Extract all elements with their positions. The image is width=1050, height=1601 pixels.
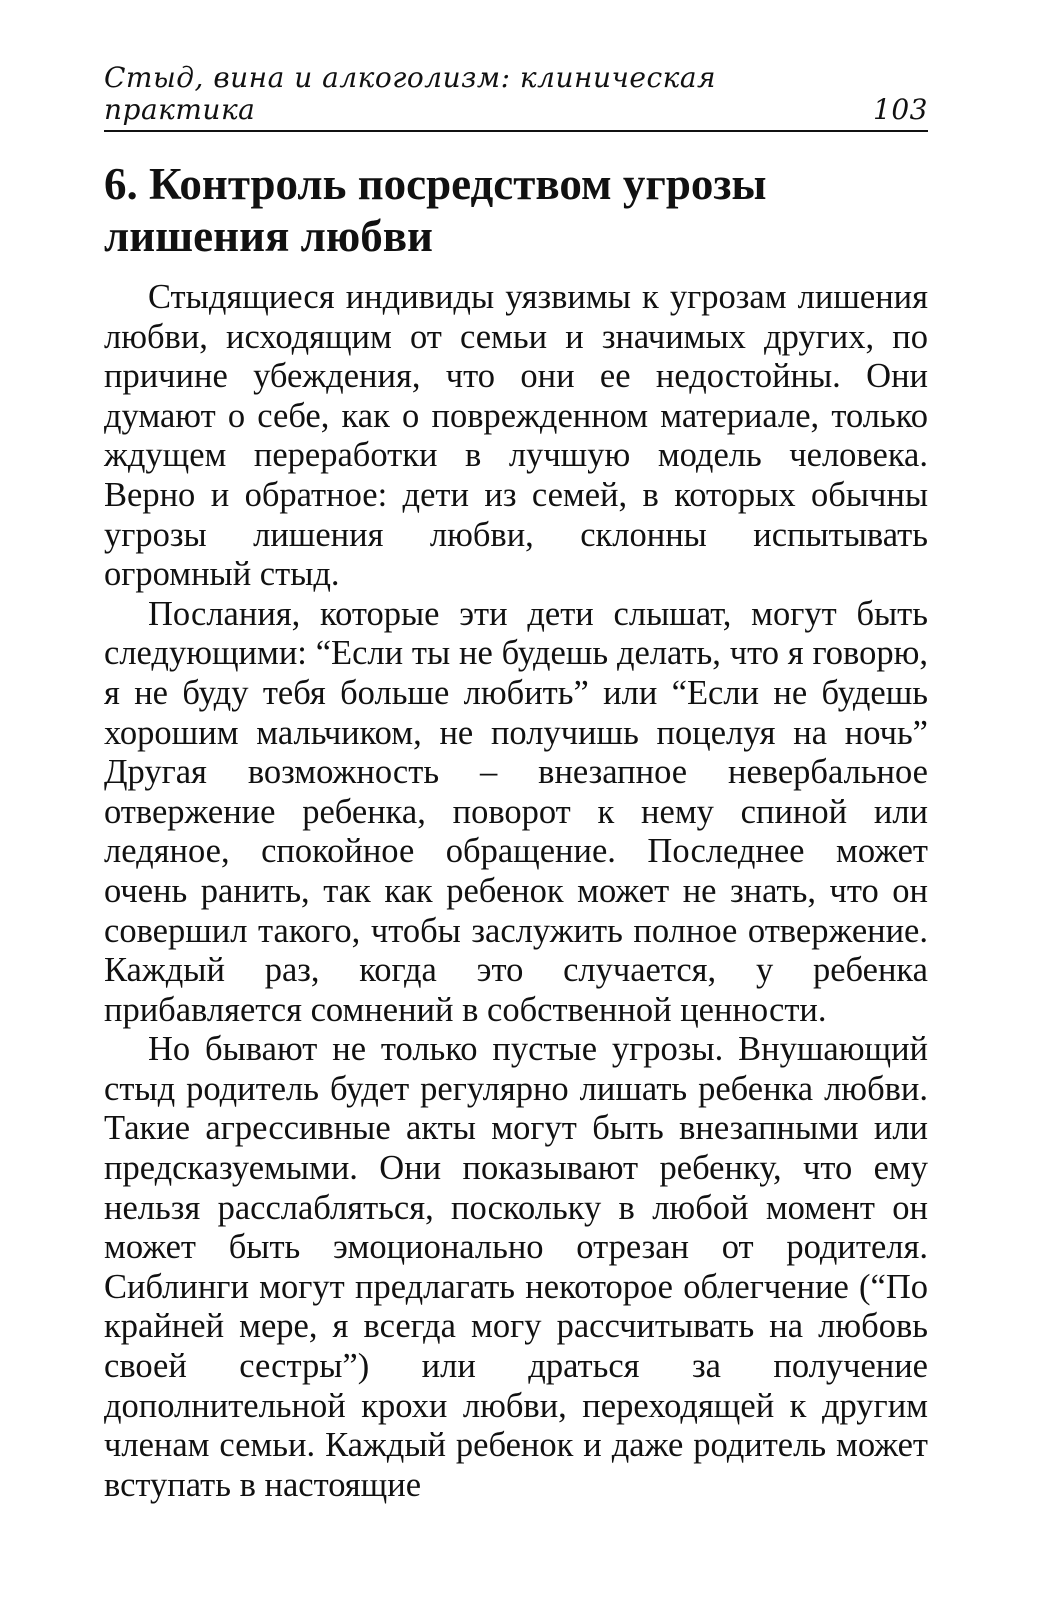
running-header [104, 62, 928, 132]
paragraph-3: Но бывают не только пустые угрозы. Внушающий стыд родитель будет регулярно лишать ребенка любви. Такие агрессивные акты могут быть внезапными или предсказуемыми. Они показывают ребенку, что ему нельзя расслабляться, поскольку в любой момент он может быть эмоционально отрезан от родителя. Сиблинги могут предлагать некоторое облегчение (“По крайней мере, я всегда могу рассчитывать на любовь своей сестры”) или драться за получение дополнительной крохи любви, переходящей к другим членам семьи. Каждый ребенок и даже родитель может вступать в настоящие [104, 1030, 928, 1504]
running-title: Стыд, вина и алкоголизм: клиническая практика [104, 61, 717, 126]
page-number: 103 [873, 93, 928, 126]
paragraph-1: Стыдящиеся индивиды уязвимы к угрозам лишения любви, исходящим от семьи и значимых других, по причине убеждения, что они ее недостойны. Они думают о себе, как о поврежденном материале, только ждущем переработки в лучшую модель человека. Верно и обратное: дети из семей, в которых обычны угрозы лишения любви, склонны испытывать огромный стыд. [104, 278, 928, 594]
paragraph-2: Послания, которые эти дети слышат, могут быть следующими: “Если ты не будешь делать, что я говорю, я не буду тебя больше любить” или “Если не будешь хорошим мальчиком, не получишь поцелуя на ночь” Другая возможность – внезапное невербальное отвержение ребенка, поворот к нему спиной или ледяное, спокойное обращение. Последнее может очень ранить, так как ребенок может не знать, что он совершил такого, чтобы заслужить полное отвержение. Каждый раз, когда это случается, у ребенка прибавляется сомнений в собственной ценности. [104, 594, 928, 1029]
book-page [104, 62, 928, 1505]
section-title: 6. Контроль посредством угрозы лишения любви [104, 159, 767, 261]
